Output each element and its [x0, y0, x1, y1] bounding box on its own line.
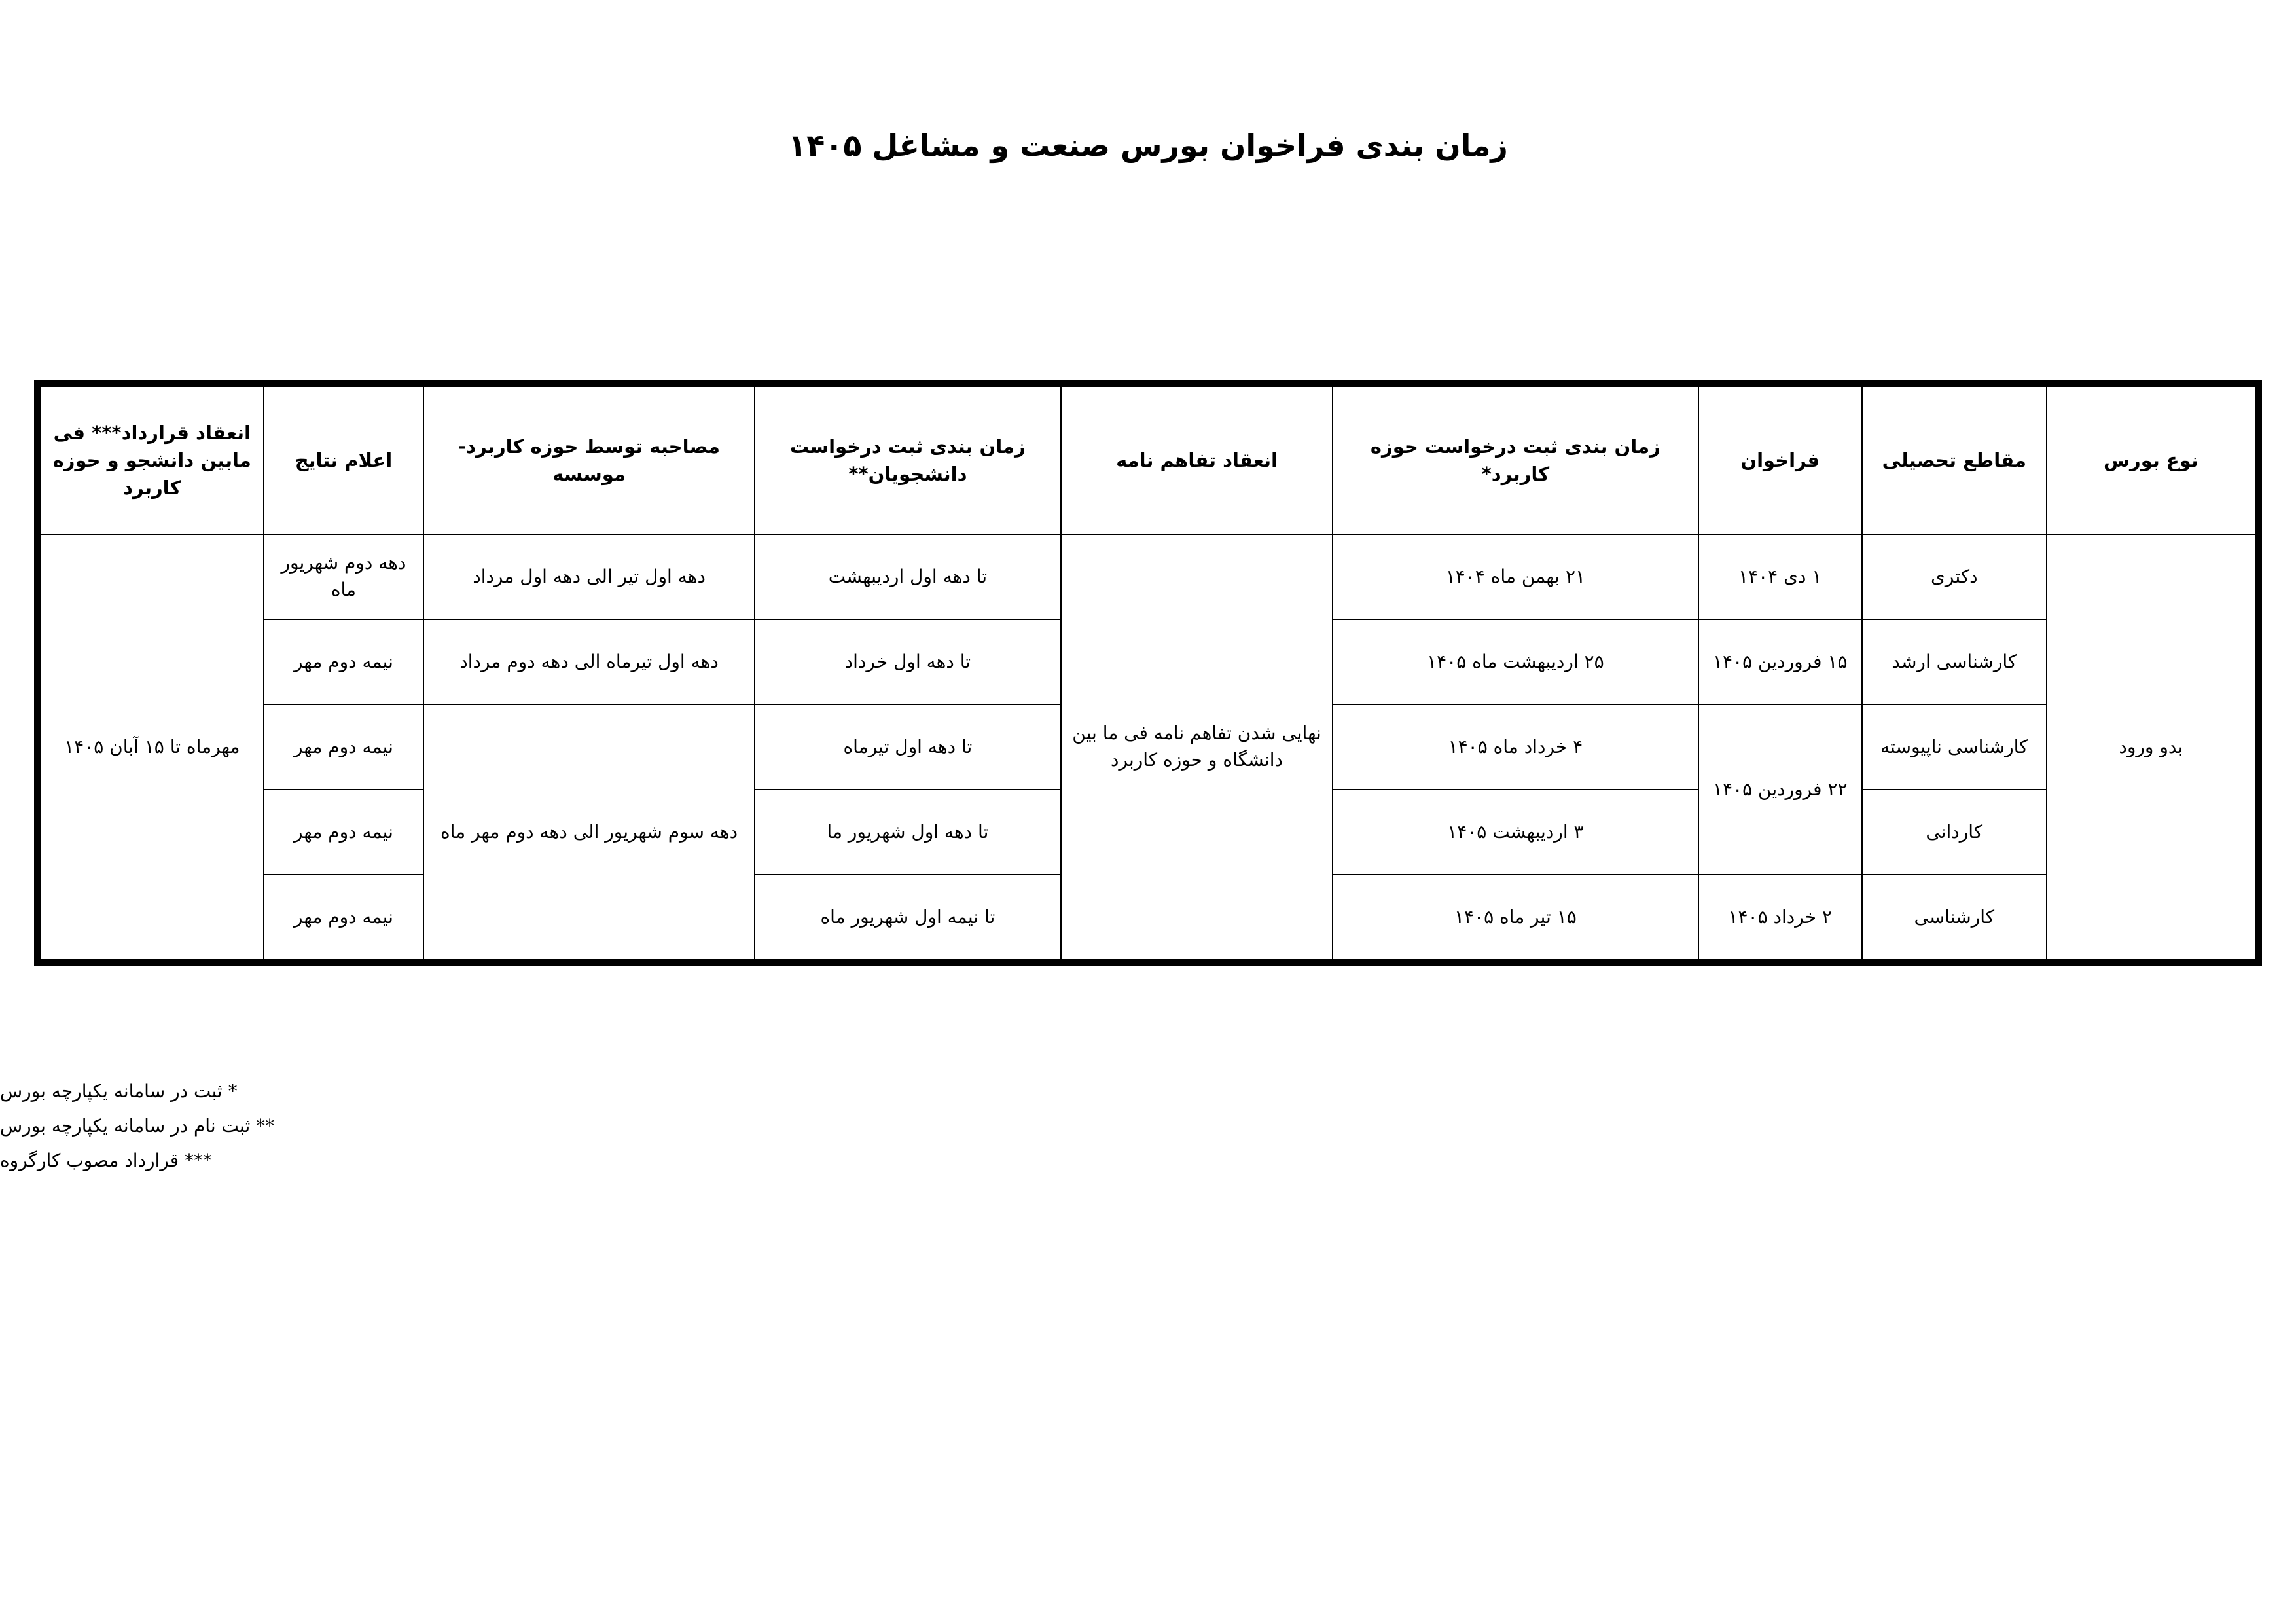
cell-call-date: ۲۲ فروردین ۱۴۰۵ [1698, 704, 1862, 875]
cell-education-level: دکتری [1862, 534, 2047, 619]
cell-results: نیمه دوم مهر [264, 790, 424, 875]
cell-call-date: ۱ دی ۱۴۰۴ [1698, 534, 1862, 619]
cell-results: نیمه دوم مهر [264, 875, 424, 960]
cell-request-schedule: ۳ اردیبهشت ۱۴۰۵ [1333, 790, 1698, 875]
table-row [41, 534, 2255, 619]
footnote-3: *** قرارداد مصوب کارگروه [0, 1150, 213, 1172]
cell-education-level: کارشناسی ناپیوسته [1862, 704, 2047, 790]
header-results-announcement: اعلام نتایج [264, 386, 424, 534]
cell-interview: دهه سوم شهریور الی دهه دوم مهر ماه [423, 704, 754, 960]
footnote-2: ** ثبت نام در سامانه یکپارچه بورس [0, 1115, 275, 1137]
header-contract-conclusion: انعقاد قرارداد*** فی مابین دانشجو و حوزه کاربرد [41, 386, 264, 534]
table-header-row [41, 386, 2255, 534]
cell-results: دهه دوم شهریور ماه [264, 534, 424, 619]
cell-mou-conclusion: نهایی شدن تفاهم نامه فی ما بین دانشگاه و حوزه کاربرد [1061, 534, 1333, 960]
cell-student-request: تا دهه اول خرداد [755, 619, 1061, 704]
cell-request-schedule: ۴ خرداد ماه ۱۴۰۵ [1333, 704, 1698, 790]
cell-bourse-type: بدو ورود [2047, 534, 2255, 960]
cell-request-schedule: ۲۵ اردیبهشت ماه ۱۴۰۵ [1333, 619, 1698, 704]
header-education-levels: مقاطع تحصیلی [1862, 386, 2047, 534]
footnote-1: * ثبت در سامانه یکپارچه بورس [0, 1080, 238, 1102]
cell-student-request: تا نیمه اول شهریور ماه [755, 875, 1061, 960]
cell-call-date: ۱۵ فروردین ۱۴۰۵ [1698, 619, 1862, 704]
footnotes [0, 1074, 2113, 1178]
cell-call-date: ۲ خرداد ۱۴۰۵ [1698, 875, 1862, 960]
cell-interview: دهه اول تیر الی دهه اول مرداد [423, 534, 754, 619]
cell-request-schedule: ۱۵ تیر ماه ۱۴۰۵ [1333, 875, 1698, 960]
header-interview-by-karbord: مصاحبه توسط حوزه کاربرد- موسسه [423, 386, 754, 534]
header-mou-conclusion: انعقاد تفاهم نامه [1061, 386, 1333, 534]
cell-student-request: تا دهه اول تیرماه [755, 704, 1061, 790]
cell-results: نیمه دوم مهر [264, 619, 424, 704]
header-student-request-schedule: زمان بندی ثبت درخواست دانشجویان** [755, 386, 1061, 534]
cell-results: نیمه دوم مهر [264, 704, 424, 790]
cell-education-level: کارشناسی [1862, 875, 2047, 960]
schedule-table [40, 386, 2256, 960]
cell-student-request: تا دهه اول اردیبهشت [755, 534, 1061, 619]
cell-contract-conclusion: مهرماه تا ۱۵ آبان ۱۴۰۵ [41, 534, 264, 960]
header-bourse-type: نوع بورس [2047, 386, 2255, 534]
schedule-table-container [34, 380, 2262, 966]
cell-education-level: کارشناسی ارشد [1862, 619, 2047, 704]
header-call: فراخوان [1698, 386, 1862, 534]
header-request-schedule-karbord: زمان بندی ثبت درخواست حوزه کاربرد* [1333, 386, 1698, 534]
cell-interview: دهه اول تیرماه الی دهه دوم مرداد [423, 619, 754, 704]
cell-student-request: تا دهه اول شهریور ما [755, 790, 1061, 875]
cell-request-schedule: ۲۱ بهمن ماه ۱۴۰۴ [1333, 534, 1698, 619]
page-title: زمان بندی فراخوان بورس صنعت و مشاغل ۱۴۰۵ [788, 128, 1508, 163]
cell-education-level: کاردانی [1862, 790, 2047, 875]
